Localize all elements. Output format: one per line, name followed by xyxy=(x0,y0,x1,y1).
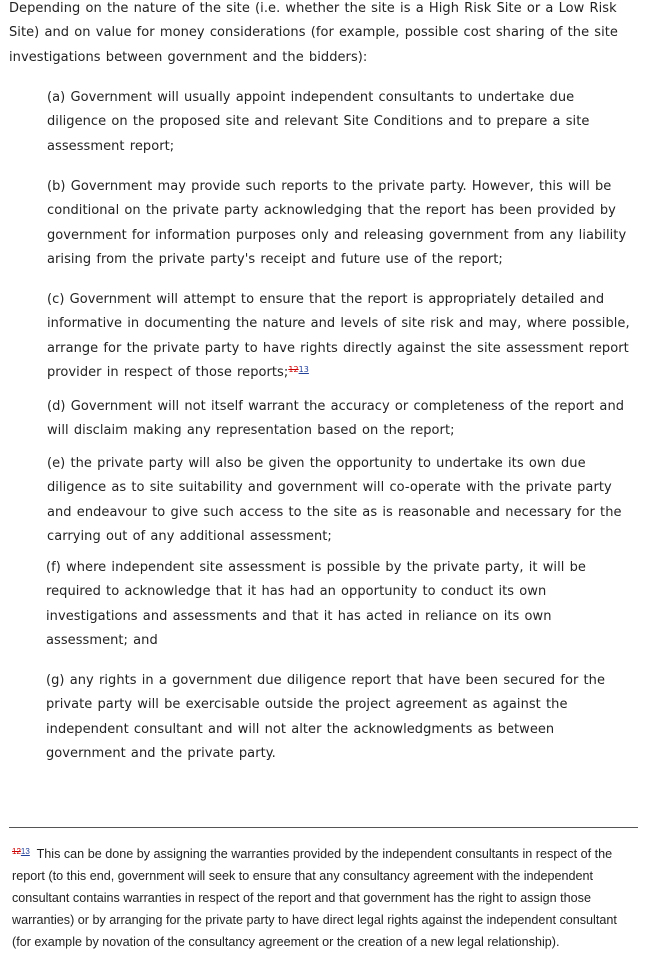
list-item-c-text: (c) Government will attempt to ensure that the report is appropriately detailed and informative in documenting the nature and levels of site risk and may, where possible, arrange for the private party to have rights directly against the site assessment report provider in respect of those reports; xyxy=(47,292,630,380)
footnote xyxy=(12,843,638,953)
footnote-text: This can be done by assigning the warranties provided by the independent consultants in respect of the report (to this end, government will seek to ensure that any consultancy agreement with the independent consultant contains warranties in respect of the report and that government has the right to assign those warranties) or by arranging for the private party to have direct legal rights against the independent consultant (for example by novation of the consultancy agreement or the creation of a new legal relationship). xyxy=(12,847,617,949)
intro-paragraph: Depending on the nature of the site (i.e. whether the site is a High Risk Site or a Low Risk Site) and on value for money considerations (for example, possible cost sharing of the site investigations between government and the bidders): xyxy=(9,1,618,65)
list-item-e: (e) the private party will also be given the opportunity to undertake its own due diligence as to site suitability and government will co-operate with the private party and endeavour to give such access to the site as is reasonable and necessary for the carrying out of any additional assessment; xyxy=(47,456,622,544)
list-item-d: (d) Government will not itself warrant the accuracy or completeness of the report and will disclaim making any representation based on the report; xyxy=(47,399,625,439)
footnote-marker xyxy=(12,847,30,856)
footnote-separator xyxy=(9,827,638,828)
list-item-g: (g) any rights in a government due diligence report that have been secured for the private party will be exercisable outside the project agreement as against the independent consultant and will not alter the acknowledgments as between government and the private party. xyxy=(46,673,606,761)
footnote-ref-inserted: 13 xyxy=(298,364,309,374)
footnote-reference[interactable] xyxy=(288,365,309,374)
footnote-marker-inserted: 13 xyxy=(20,847,30,856)
footnote-ref-deleted: 12 xyxy=(288,364,299,374)
list-item-a: (a) Government will usually appoint independent consultants to undertake due diligence on the proposed site and relevant Site Conditions and to prepare a site assessment report; xyxy=(47,90,590,154)
list-item-f: (f) where independent site assessment is possible by the private party, it will be required to acknowledge that it has had an opportunity to conduct its own investigations and assessments and that it has acted in reliance on its own assessment; and xyxy=(46,560,586,648)
list-item-b: (b) Government may provide such reports to the private party. However, this will be conditional on the private party acknowledging that the report has been provided by government for information purposes only and releasing government from any liability arising from the private party's receipt and future use of the report; xyxy=(47,179,627,267)
list-item-c xyxy=(47,288,637,385)
footnote-marker-deleted: 12 xyxy=(12,847,21,856)
